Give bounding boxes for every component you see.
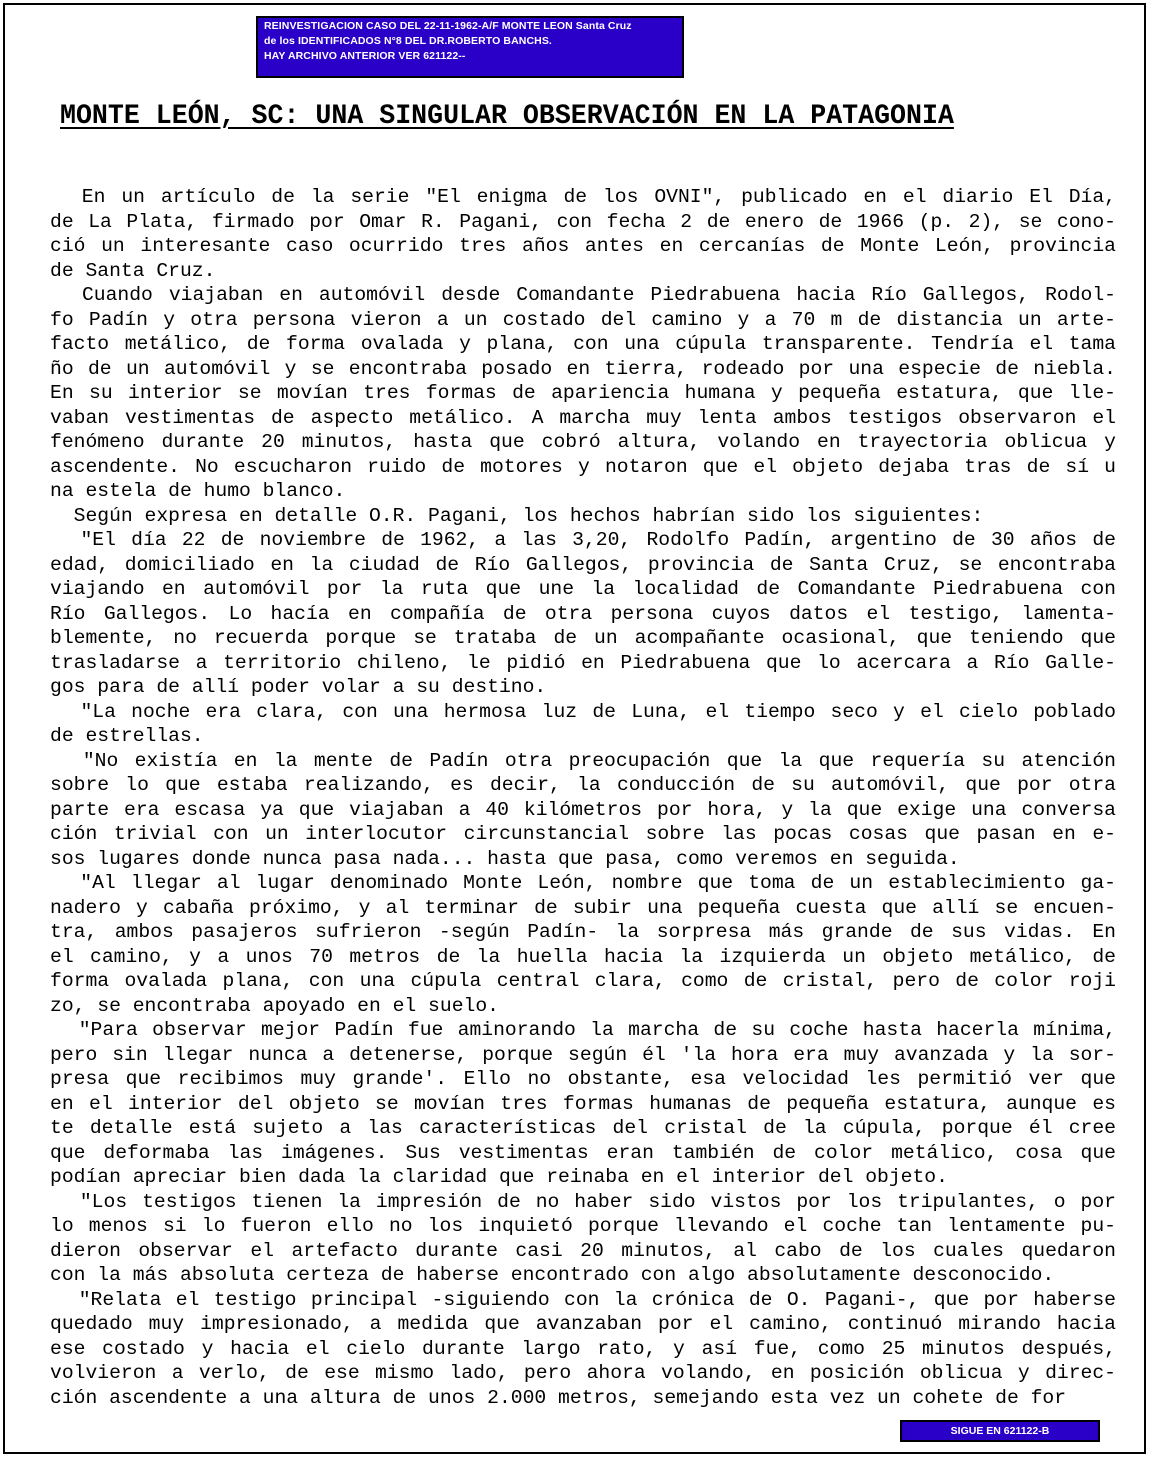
body-line: "Para observar mejor Padín fue aminorando la marcha de su coche hasta hacerla mínima,: [50, 1019, 1116, 1041]
body-line: "Los testigos tienen la impresión de no haber sido vistos por los tripulantes, o por: [50, 1190, 1116, 1213]
body-line: Río Gallegos. Lo hacía en compañía de otra persona cuyos datos el testigo, lamenta-: [50, 602, 1116, 625]
body-line: zo, se encontraba apoyado en el suelo.: [50, 994, 499, 1017]
body-line: te detalle está sujeto a las características del cristal de la cúpula, porque él cree: [50, 1117, 1116, 1139]
body-line: Cuando viajaban en automóvil desde Comandante Piedrabuena hacia Río Gallegos, Rodol-: [50, 284, 1116, 306]
archive-note-line: REINVESTIGACION CASO DEL 22-11-1962-A/F MONTE LEON Santa Cruz: [264, 20, 632, 32]
body-line: "La noche era clara, con una hermosa luz de Luna, el tiempo seco y el cielo poblado: [50, 700, 1116, 723]
body-line: forma ovalada plana, con una cúpula central clara, como de cristal, pero de color roji: [50, 970, 1116, 992]
body-line: lo menos si lo fueron ello no los inquietó porque llevando el coche tan lentamente pu-: [50, 1215, 1116, 1237]
body-line: En un artículo de la serie "El enigma de los OVNI", publicado en el diario El Día,: [50, 186, 1116, 208]
archive-note-line: HAY ARCHIVO ANTERIOR VER 621122--: [264, 50, 466, 62]
body-line: sos lugares donde nunca pasa nada... hasta que pasa, como veremos en seguida.: [50, 847, 960, 870]
body-line: ese costado y hacia el cielo durante largo rato, y así fue, como 25 minutos después,: [50, 1337, 1116, 1360]
archive-note-line: de los IDENTIFICADOS N°8 DEL DR.ROBERTO BANCHS.: [264, 35, 552, 47]
body-line: "No existía en la mente de Padín otra preocupación que la que requería su atención: [50, 749, 1116, 772]
body-line: edad, domiciliado en la ciudad de Río Gallegos, provincia de Santa Cruz, se encontraba: [50, 553, 1116, 576]
body-line: volvieron a verlo, de ese mismo lado, pero ahora volando, en posición oblicua y direc-: [50, 1362, 1116, 1384]
body-line: fenómeno durante 20 minutos, hasta que cobró altura, volando en trayectoria oblicua y: [50, 431, 1116, 453]
body-line: ño de un automóvil y se encontraba posado en tierra, rodeado por una especie de niebla.: [50, 357, 1116, 380]
body-line: ascendente. No escucharon ruido de motores y notaron que el objeto dejaba tras de sí u: [50, 455, 1116, 478]
body-line: pero sin llegar nunca a detenerse, porque según él 'la hora era muy avanzada y la sor-: [50, 1043, 1116, 1066]
body-line: el camino, y a unos 70 metros de la huella hacia la izquierda un objeto metálico, de: [50, 945, 1116, 968]
body-line: de La Plata, firmado por Omar R. Pagani, con fecha 2 de enero de 1966 (p. 2), se cono-: [50, 210, 1116, 233]
body-line: En su interior se movían tres formas de apariencia humana y pequeña estatura, que lle-: [50, 382, 1116, 404]
body-line: "El día 22 de noviembre de 1962, a las 3,20, Rodolfo Padín, argentino de 30 años de: [50, 529, 1116, 551]
body-line: con la más absoluta certeza de haberse encontrado con algo absolutamente desconocido.: [50, 1264, 1055, 1286]
body-line: podían apreciar bien dada la claridad que reinaba en el interior del objeto.: [50, 1166, 948, 1188]
continuation-note: SIGUE EN 621122-B: [900, 1420, 1100, 1442]
body-line: viajando en automóvil por la ruta que une la localidad de Comandante Piedrabuena con: [50, 578, 1116, 600]
body-line: tra, ambos pasajeros sufrieron -según Padín- la sorpresa más grande de sus vidas. En: [50, 921, 1116, 943]
body-line: en el interior del objeto se movían tres formas humanas de pequeña estatura, aunque es: [50, 1092, 1116, 1115]
body-line: parte era escasa ya que viajaban a 40 kilómetros por hora, y la que exige una conversa: [50, 798, 1116, 821]
body-line: blemente, no recuerda porque se trataba de un acompañante ocasional, que teniendo que: [50, 627, 1116, 649]
body-line: presa que recibimos muy grande'. Ello no obstante, esa velocidad les permitió ver que: [50, 1068, 1116, 1090]
body-line: facto metálico, de forma ovalada y plana, con una cúpula transparente. Tendría el tama: [50, 333, 1116, 355]
page-title: MONTE LEÓN, SC: UNA SINGULAR OBSERVACIÓN EN LA PATAGONIA: [60, 101, 954, 132]
article-body: [50, 185, 1116, 1410]
body-line: "Relata el testigo principal -siguiendo con la crónica de O. Pagani-, que por haberse: [50, 1288, 1116, 1311]
body-line: quedado muy impresionado, a medida que avanzaban por el camino, continuó mirando hacia: [50, 1313, 1116, 1335]
archive-note-box: [256, 16, 684, 78]
body-line: ción trivial con un interlocutor circunstancial sobre las pocas cosas que pasan en e-: [50, 823, 1116, 845]
body-line: na estela de humo blanco.: [50, 480, 346, 502]
body-line: sobre lo que estaba realizando, es decir, la conducción de su automóvil, que por otra: [50, 774, 1116, 796]
body-line: "Al llegar al lugar denominado Monte León, nombre que toma de un establecimiento ga-: [50, 872, 1116, 894]
body-line: ció un interesante caso ocurrido tres años antes en cercanías de Monte León, provincia: [50, 235, 1116, 257]
body-line: que deformaba las imágenes. Sus vestimentas eran también de color metálico, cosa que: [50, 1141, 1116, 1164]
body-line: nadero y cabaña próximo, y al terminar de subir una pequeña cuesta que allí se encuen-: [50, 896, 1116, 919]
body-line: fo Padín y otra persona vieron a un costado del camino y a 70 m de distancia un arte-: [50, 308, 1116, 331]
body-line: de Santa Cruz.: [50, 259, 216, 282]
body-line: de estrellas.: [50, 725, 204, 747]
body-line: vaban vestimentas de aspecto metálico. A marcha muy lenta ambos testigos observaron el: [50, 406, 1116, 429]
body-line: Según expresa en detalle O.R. Pagani, los hechos habrían sido los siguientes:: [50, 504, 984, 527]
body-line: gos para de allí poder volar a su destino.: [50, 676, 547, 698]
body-line: ción ascendente a una altura de unos 2.000 metros, semejando esta vez un cohete de for: [50, 1386, 1067, 1409]
body-line: dieron observar el artefacto durante casi 20 minutos, al cabo de los cuales quedaron: [50, 1239, 1116, 1262]
body-line: trasladarse a territorio chileno, le pidió en Piedrabuena que lo acercara a Río Galle-: [50, 651, 1116, 674]
